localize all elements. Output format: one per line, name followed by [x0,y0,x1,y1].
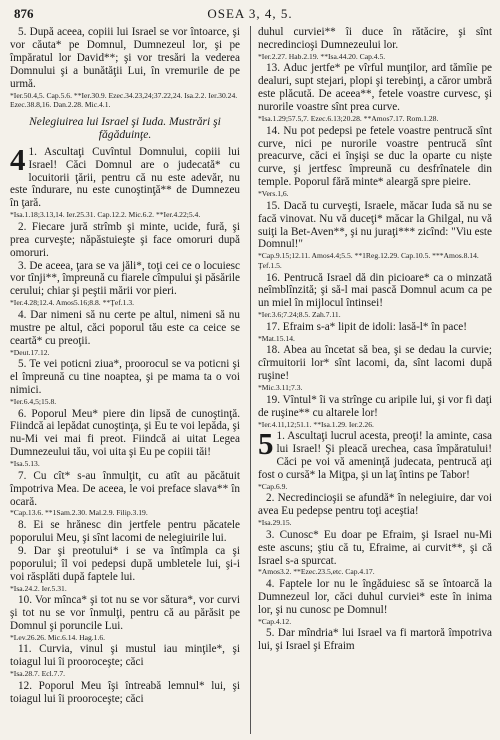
cross-reference: *Vers.1,6. [258,189,289,199]
cross-reference: *Ier.50.4,5. Cap.5.6. **Ier.30.9. Ezec.34.23,24;37.22,24. Isa.2.2. Ier.30.24. Ezec.38.8,16. Dan.2.28. Mic.4.1. [10,90,238,110]
chapter-opening [10,141,240,211]
chapter-number: 4 [10,141,26,177]
cross-reference: *Mat.15.14. [258,333,295,343]
page-number: 876 [14,6,34,21]
cross-reference: *Lev.26.26. Mic.6.14. Hag.1.6. [10,632,106,642]
verse: 19. Vîntul* îi va strînge cu aripile lui, şi vor fi daţi de ruşine** cu altarele lor! [258,393,492,419]
verse: 6. Poporul Meu* piere din lipsă de cunoştinţă. Fiindcă ai lepădat cunoştinţa, şi Eu te voi lepăda, şi nu-Mi vei mai fi preot. Fiindcă ai uitat Legea Dumnezeului tău, voi uita şi Eu pe copiii tăi! [10,407,240,459]
cross-reference: *Isa.1.29;57.5,7. Ezec.6.13;20.28. **Amos7.17. Rom.1.28. [258,114,439,124]
cross-reference: *Isa.28.7. Ecl.7.7. [10,669,66,679]
cross-reference: *Ier.6.4,5;15.8. [10,396,57,406]
cross-reference: *Mic.3.11;7.3. [258,383,303,393]
cross-reference: *Ier.4.11,12;51.1. **Isa.1.29. Ier.2.26. [258,419,374,429]
cross-reference: *Cap.6.9. [258,481,288,491]
verse: 5. După aceea, copiii lui Israel se vor întoarce, şi vor căuta* pe Domnul, Dumnezeul lor, şi pe împăratul lor David**; şi vor tresări la vederea Domnului şi a bunătăţii Lui, în vremurile de pe urmă. [10,26,240,90]
right-column [258,26,492,653]
cross-reference: *Deut.17.12. [10,347,50,357]
cross-reference: *Isa.5.13. [10,459,40,469]
verse: 11. Curvia, vinul şi mustul iau minţile*, şi toiagul lui îi prooroceşte; căci [10,643,240,669]
cross-reference: *Ier.4.28;12.4. Amos5.16;8.8. **Ţef.1.3. [10,298,135,308]
verse: 4. Faptele lor nu le îngăduiesc să se întoarcă la Dumnezeul lor, căci duhul curviei* este în inima lor, şi nu cunosc pe Domnul! [258,578,492,616]
verse: 16. Pentrucă Israel dă din picioare* ca o minzată neîmblînzită; şi să-l mai pască Domnul acum ca pe un miel în mijlocul întinsei! [258,271,492,310]
left-column [10,26,240,706]
chapter-number: 5 [258,426,274,462]
verse: duhul curviei** îi duce în rătăcire, şi sînt necredincioşi Dumnezeului lor. [258,26,492,51]
cross-reference: *Cap.9.15;12.11. Amos4.4;5.5. **1Reg.12.29. Cap.10.5. ***Amos.8.14. Ţef.1.5. [258,251,479,270]
verse: 17. Efraim s-a* lipit de idoli: lasă-l* în pace! [266,320,468,333]
verse-text: 1. Ascultaţi lucrul acesta, preoţi! la aminte, casa lui Israel! Şi pleacă urechea, casa împăratului! Căci pe voi vă ameninţă judecata, pentrucă aţi fost o cursă* la Miţpa, şi un laţ întins pe Tabor! [258,430,492,481]
verse: 15. Dacă tu curveşti, Israele, măcar Iuda să nu se facă vinovat. Nu vă duceţi* măcar la Ghilgal, nu vă suiţi la Bet-Aven**, şi nu juraţi*** zicînd: "Viu este Domnul!" [258,199,492,251]
running-head: OSEA 3, 4, 5. [207,6,293,21]
verse: 14. Nu pot pedepsi pe fetele voastre pentrucă sînt curve, nici pe nurorile voastre pentrucă sînt preacurve, căci ei înşişi se duc la oparte cu niște curve, şi jertfesc împreună cu desfrînatele din temple. Poporul fără minte* aleargă spre pieire. [258,124,492,189]
verse: 4. Dar nimeni să nu certe pe altul, nimeni să nu mustre pe altul, căci poporul tău este ca ceice se ceartă* cu preoţii. [10,308,240,347]
verse: 2. Fiecare jură strîmb şi minte, ucide, fură, şi prea curveşte; năpăstuieşte şi face omoruri după omoruri. [10,220,240,259]
verse: 9. Dar şi preotului* i se va întîmpla ca şi poporului; îl voi pedepsi după umbletele lui, şi-i voi răsplăti după faptele lui. [10,544,240,583]
cross-reference: *Isa.24.2. Ier.5.31. [10,583,67,593]
page-header [14,6,486,24]
verse: 12. Poporul Meu îşi întreabă lemnul* lui, şi toiagul lui îi prooroceşte; căci [10,679,240,705]
cross-reference: *Ier.2.27. Hab.2.19. **Isa.44.20. Cap.4.5. [258,51,386,61]
cross-reference: *Cap.4.12. [258,616,292,626]
verse: 3. Cunosc* Eu doar pe Efraim, şi Israel nu-Mi este ascuns; ştiu că tu, Efraime, ai curvit**, şi că Israel s-a spurcat. [258,528,492,567]
verse: 18. Abea au încetat să bea, şi se dedau la curvie; cîrmuitorii lor* sînt lacomi, da, sînt lacomi după ruşine! [258,344,492,383]
chapter-opening [258,426,492,482]
verse: 5. Dar mîndria* lui Israel va fi martoră împotriva lui, şi Israel şi Efraim [258,627,492,653]
verse: 5. Te vei poticni ziua*, proorocul se va poticni şi el împreună cu tine noaptea, şi pe mama ta o voi nimici. [10,358,240,396]
section-heading: Nelegiuirea lui Israel şi Iuda. Mustrări şi făgăduinţe. [29,114,221,141]
verse: 7. Cu cît* s-au înmulţit, cu atît au păcătuit împotriva Mea. De aceea, le voi preface slava** în ocară. [10,469,240,508]
verse: 10. Vor mînca* şi tot nu se vor sătura*, vor curvi şi tot nu se vor înmulţi, pentru că au părăsit pe Domnul şi poruncile Lui. [10,594,240,632]
column-divider [250,26,251,734]
cross-reference: *Amos3.2. **Ezec.23.5,etc. Cap.4.17. [258,567,375,577]
verse: 13. Aduc jertfe* pe vîrful munţilor, ard tămîie pe dealuri, supt stejari, plopi şi terebinţi, a căror umbră este plăcută. De aceea**, fetele voastre curvesc, şi nurorile voastre sînt prea curve. [258,62,492,114]
verse: 2. Necredincioşii se afundă* în nelegiuire, dar voi avea Eu pedepse pentru toţi aceştia! [258,492,492,518]
cross-reference: *Isa.29.15. [258,518,292,528]
verse-text: 1. Ascultaţi Cuvîntul Domnului, copiii lui Israel! Căci Domnul are o judecată* cu locuitorii ţării, pentru că nu este adevăr, nu este îndurare, nu este cunoştinţă** de Dumnezeu în ţară. [10,145,240,210]
cross-reference: *Isa.1.18;3.13,14. Ier.25.31. Cap.12.2. Mic.6.2. **Ier.4.22;5.4. [10,210,201,220]
cross-reference: *Ier.3.6;7.24;8.5. Zah.7.11. [258,310,341,320]
verse: 3. De aceea, ţara se va jăli*, toţi cei ce o locuiesc vor tînji**, împreună cu fiarele cîmpului şi păsările cerului; chiar şi peştii mării vor pieri. [10,259,240,298]
cross-reference: *Cap.13.6. **1Sam.2.30. Mal.2.9. Filip.3.19. [10,508,148,518]
verse: 8. Ei se hrănesc din jertfele pentru păcatele poporului Meu, şi sînt lacomi de nelegiuirile lui. [10,519,240,544]
